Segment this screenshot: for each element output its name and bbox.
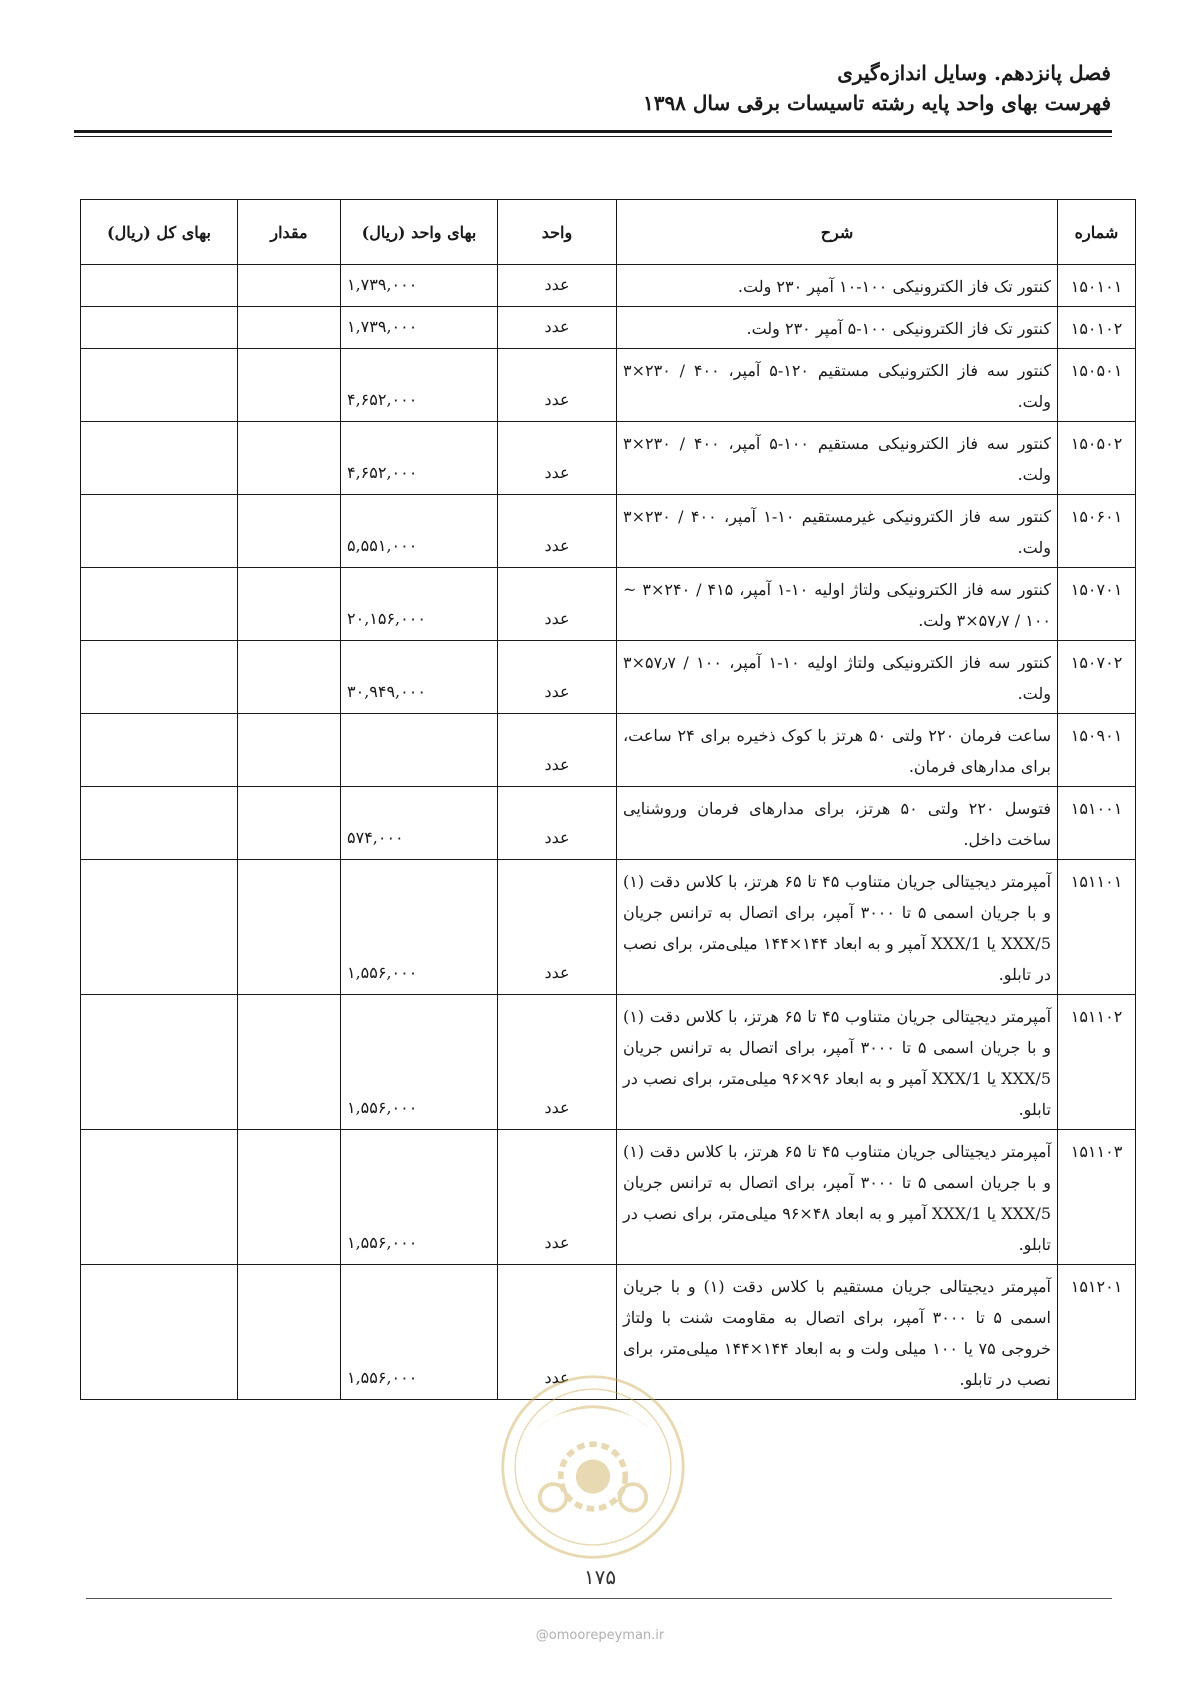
item-unit-price: ۳۰,۹۴۹,۰۰۰ <box>341 641 498 714</box>
table-row <box>81 641 1136 714</box>
item-code: ۱۵۱۰۰۱ <box>1058 787 1136 860</box>
item-total <box>81 787 238 860</box>
item-total <box>81 495 238 568</box>
item-total <box>81 422 238 495</box>
header-quantity: مقدار <box>238 200 341 265</box>
header-unit-price: بهای واحد (ریال) <box>341 200 498 265</box>
item-code: ۱۵۰۱۰۱ <box>1058 265 1136 307</box>
item-code: ۱۵۱۱۰۳ <box>1058 1130 1136 1265</box>
item-code: ۱۵۰۱۰۲ <box>1058 307 1136 349</box>
item-quantity <box>238 307 341 349</box>
item-total <box>81 641 238 714</box>
item-quantity <box>238 1130 341 1265</box>
item-description: کنتور سه فاز الکترونیکی مستقیم ۱۰۰-۵ آمپر، ۴۰۰ / ۲۳۰×۳ ولت. <box>617 422 1058 495</box>
item-unit-price: ۵,۵۵۱,۰۰۰ <box>341 495 498 568</box>
item-unit: عدد <box>498 714 617 787</box>
header-rule-thin <box>74 136 1112 137</box>
item-unit-price: ۱,۵۵۶,۰۰۰ <box>341 995 498 1130</box>
item-unit: عدد <box>498 495 617 568</box>
item-unit-price: ۱,۵۵۶,۰۰۰ <box>341 1265 498 1400</box>
table-row <box>81 995 1136 1130</box>
chapter-title: فصل پانزدهم. وسایل اندازه‌گیری <box>837 61 1111 85</box>
item-quantity <box>238 641 341 714</box>
item-code: ۱۵۱۱۰۱ <box>1058 860 1136 995</box>
item-description: آمپرمتر دیجیتالی جریان متناوب ۴۵ تا ۶۵ هرتز، با کلاس دقت (۱) و با جریان اسمی ۵ تا ۳۰۰۰ آمپر، برای اتصال به ترانس جریان XXX/5 یا XXX/1 آمپر و به ابعاد ۹۶×۹۶ میلی‌متر، برای نصب در تابلو. <box>617 995 1058 1130</box>
table-row <box>81 714 1136 787</box>
item-unit: عدد <box>498 860 617 995</box>
item-description: کنتور تک فاز الکترونیکی ۱۰۰-۱۰ آمپر ۲۳۰ ولت. <box>617 265 1058 307</box>
item-quantity <box>238 495 341 568</box>
item-unit: عدد <box>498 1130 617 1265</box>
item-total <box>81 349 238 422</box>
item-description: آمپرمتر دیجیتالی جریان متناوب ۴۵ تا ۶۵ هرتز، با کلاس دقت (۱) و با جریان اسمی ۵ تا ۳۰۰۰ آمپر، برای اتصال به ترانس جریان XXX/5 یا XXX/1 آمپر و به ابعاد ۴۸×۹۶ میلی‌متر، برای نصب در تابلو. <box>617 1130 1058 1265</box>
header-code: شماره <box>1058 200 1136 265</box>
item-unit-price: ۵۷۴,۰۰۰ <box>341 787 498 860</box>
item-quantity <box>238 787 341 860</box>
page-number: ۱۷۵ <box>583 1565 617 1589</box>
item-quantity <box>238 995 341 1130</box>
item-code: ۱۵۰۵۰۲ <box>1058 422 1136 495</box>
table-row <box>81 860 1136 995</box>
item-code: ۱۵۰۶۰۱ <box>1058 495 1136 568</box>
item-description: فتوسل ۲۲۰ ولتی ۵۰ هرتز، برای مدارهای فرمان وروشنایی ساخت داخل. <box>617 787 1058 860</box>
item-total <box>81 1265 238 1400</box>
item-total <box>81 860 238 995</box>
item-code: ۱۵۰۹۰۱ <box>1058 714 1136 787</box>
item-description: کنتور سه فاز الکترونیکی غیرمستقیم ۱۰-۱ آمپر، ۴۰۰ / ۲۳۰×۳ ولت. <box>617 495 1058 568</box>
item-code: ۱۵۱۲۰۱ <box>1058 1265 1136 1400</box>
item-total <box>81 568 238 641</box>
header-description: شرح <box>617 200 1058 265</box>
item-total <box>81 714 238 787</box>
item-total <box>81 307 238 349</box>
omoorepeyman-logo-watermark <box>498 1372 688 1562</box>
item-unit-price <box>341 714 498 787</box>
item-unit-price: ۴,۶۵۲,۰۰۰ <box>341 422 498 495</box>
table-row <box>81 265 1136 307</box>
document-subtitle: فهرست بهای واحد پایه رشته تاسیسات برقی سال ۱۳۹۸ <box>642 91 1111 115</box>
price-list-table <box>80 199 1136 1400</box>
footer-rule <box>86 1598 1112 1599</box>
item-description: کنتور سه فاز الکترونیکی ولتاژ اولیه ۱۰-۱ آمپر، ۴۱۵ / ۲۴۰×۳ ~ ۱۰۰ / ۵۷٫۷×۳ ولت. <box>617 568 1058 641</box>
item-unit-price: ۲۰,۱۵۶,۰۰۰ <box>341 568 498 641</box>
item-total <box>81 1130 238 1265</box>
table-row <box>81 1130 1136 1265</box>
item-description: آمپرمتر دیجیتالی جریان مستقیم با کلاس دقت (۱) و با جریان اسمی ۵ تا ۳۰۰۰ آمپر، برای اتصال به مقاومت شنت با ولتاژ خروجی ۷۵ یا ۱۰۰ میلی ولت و به ابعاد ۱۴۴×۱۴۴ میلی‌متر، برای نصب در تابلو. <box>617 1265 1058 1400</box>
table-row <box>81 568 1136 641</box>
item-description: کنتور سه فاز الکترونیکی مستقیم ۱۲۰-۵ آمپر، ۴۰۰ / ۲۳۰×۳ ولت. <box>617 349 1058 422</box>
item-quantity <box>238 714 341 787</box>
item-quantity <box>238 422 341 495</box>
item-quantity <box>238 860 341 995</box>
item-description: کنتور تک فاز الکترونیکی ۱۰۰-۵ آمپر ۲۳۰ ولت. <box>617 307 1058 349</box>
item-unit: عدد <box>498 307 617 349</box>
item-unit-price: ۱,۷۳۹,۰۰۰ <box>341 307 498 349</box>
table-row <box>81 495 1136 568</box>
item-code: ۱۵۰۷۰۲ <box>1058 641 1136 714</box>
item-unit: عدد <box>498 787 617 860</box>
item-unit-price: ۱,۵۵۶,۰۰۰ <box>341 860 498 995</box>
header-unit: واحد <box>498 200 617 265</box>
table-row <box>81 422 1136 495</box>
item-total <box>81 265 238 307</box>
item-unit: عدد <box>498 995 617 1130</box>
header-total-price: بهای کل (ریال) <box>81 200 238 265</box>
item-unit: عدد <box>498 265 617 307</box>
item-unit: عدد <box>498 641 617 714</box>
item-unit-price: ۴,۶۵۲,۰۰۰ <box>341 349 498 422</box>
table-row <box>81 787 1136 860</box>
item-unit-price: ۱,۵۵۶,۰۰۰ <box>341 1130 498 1265</box>
header-rule-thick <box>74 130 1112 133</box>
item-description: آمپرمتر دیجیتالی جریان متناوب ۴۵ تا ۶۵ هرتز، با کلاس دقت (۱) و با جریان اسمی ۵ تا ۳۰۰۰ آمپر، برای اتصال به ترانس جریان XXX/5 یا XXX/1 آمپر و به ابعاد ۱۴۴×۱۴۴ میلی‌متر، برای نصب در تابلو. <box>617 860 1058 995</box>
table-header-row <box>81 200 1136 265</box>
website-watermark: @omoorepeyman.ir <box>535 1628 665 1643</box>
item-quantity <box>238 265 341 307</box>
item-total <box>81 995 238 1130</box>
item-quantity <box>238 1265 341 1400</box>
item-code: ۱۵۰۵۰۱ <box>1058 349 1136 422</box>
page-header <box>71 58 1111 118</box>
item-description: ساعت فرمان ۲۲۰ ولتی ۵۰ هرتز با کوک ذخیره برای ۲۴ ساعت، برای مدارهای فرمان. <box>617 714 1058 787</box>
item-unit: عدد <box>498 568 617 641</box>
item-description: کنتور سه فاز الکترونیکی ولتاژ اولیه ۱۰-۱ آمپر، ۱۰۰ / ۵۷٫۷×۳ ولت. <box>617 641 1058 714</box>
item-code: ۱۵۰۷۰۱ <box>1058 568 1136 641</box>
item-quantity <box>238 568 341 641</box>
item-unit: عدد <box>498 422 617 495</box>
item-code: ۱۵۱۱۰۲ <box>1058 995 1136 1130</box>
item-unit-price: ۱,۷۳۹,۰۰۰ <box>341 265 498 307</box>
item-quantity <box>238 349 341 422</box>
table-row <box>81 349 1136 422</box>
table-row <box>81 307 1136 349</box>
item-unit: عدد <box>498 1265 617 1400</box>
item-unit: عدد <box>498 349 617 422</box>
